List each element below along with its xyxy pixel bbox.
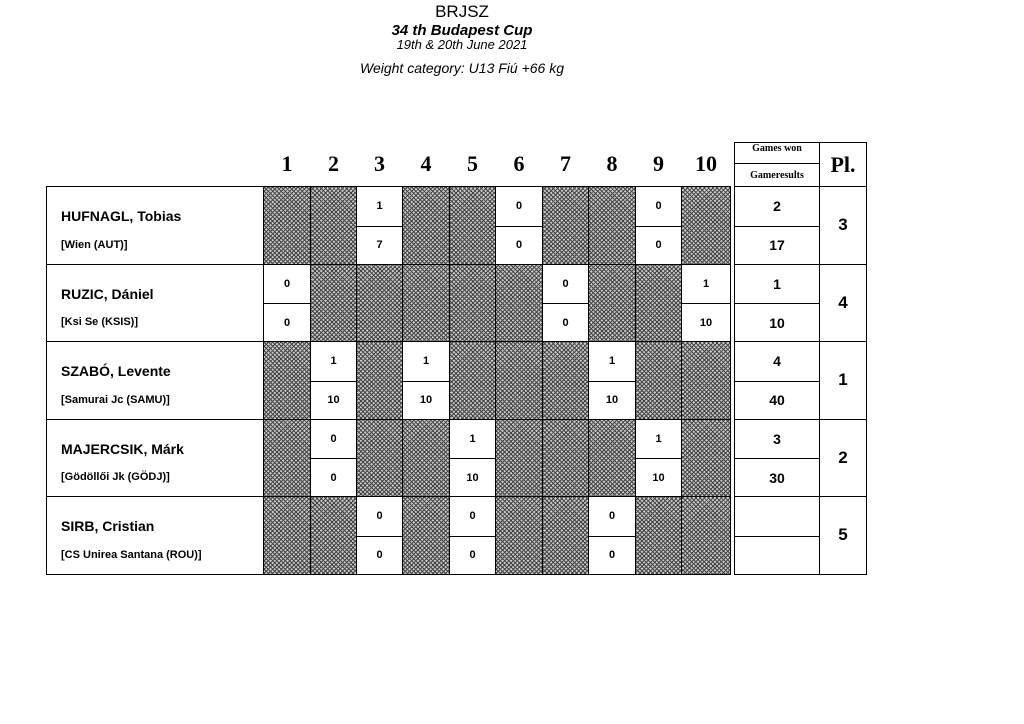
match-points-cell: 0 (311, 459, 357, 497)
competitor-club: [CS Unirea Santana (ROU)] (47, 536, 264, 574)
column-number-6: 6 (513, 151, 525, 177)
crossed-cell (636, 264, 682, 342)
games-won-header: Games won (735, 143, 820, 164)
match-points-cell: 0 (543, 304, 589, 342)
place-value: 5 (820, 497, 867, 575)
competitor-club: [Wien (AUT)] (47, 226, 264, 264)
place-value: 3 (820, 187, 867, 265)
crossed-cell (589, 419, 636, 497)
games-won-value: 2 (735, 187, 820, 227)
match-points-cell: 0 (589, 536, 636, 574)
gameresults-value (735, 536, 820, 574)
competitor-row (47, 187, 867, 227)
match-score-cell: 1 (403, 342, 450, 382)
games-won-value (735, 497, 820, 537)
competitor-club: [Gödöllői Jk (GÖDJ)] (47, 459, 264, 497)
crossed-cell (543, 187, 589, 265)
crossed-cell (403, 419, 450, 497)
crossed-cell (543, 497, 589, 575)
crossed-cell (450, 264, 496, 342)
gameresults-value: 40 (735, 381, 820, 419)
competitor-name: SZABÓ, Levente (47, 342, 264, 382)
match-score-cell: 0 (311, 419, 357, 459)
match-score-cell: 0 (357, 497, 403, 537)
match-score-cell: 0 (450, 497, 496, 537)
crossed-cell (403, 187, 450, 265)
match-score-cell: 0 (496, 187, 543, 227)
crossed-cell (543, 342, 589, 420)
competitor-row (47, 342, 867, 382)
match-points-cell: 10 (311, 381, 357, 419)
crossed-cell (496, 497, 543, 575)
competitor-club: [Ksi Se (KSIS)] (47, 304, 264, 342)
column-number-4: 4 (420, 151, 432, 177)
match-points-cell: 0 (264, 304, 311, 342)
competitor-name: HUFNAGL, Tobias (47, 187, 264, 227)
match-score-cell: 1 (682, 264, 731, 304)
column-number-1: 1 (281, 151, 293, 177)
match-score-cell: 0 (264, 264, 311, 304)
competitor-name: SIRB, Cristian (47, 497, 264, 537)
crossed-cell (311, 497, 357, 575)
match-points-cell: 0 (357, 536, 403, 574)
crossed-cell (264, 342, 311, 420)
crossed-cell (264, 419, 311, 497)
organization-title: BRJSZ (435, 2, 489, 21)
match-score-cell: 0 (636, 187, 682, 227)
match-points-cell: 10 (450, 459, 496, 497)
match-points-cell: 0 (496, 226, 543, 264)
column-number-2: 2 (328, 151, 339, 177)
crossed-cell (496, 342, 543, 420)
column-number-7: 7 (560, 151, 571, 177)
crossed-cell (450, 342, 496, 420)
event-title: 34 th Budapest Cup (391, 22, 533, 39)
match-points-cell: 0 (450, 536, 496, 574)
crossed-cell (403, 264, 450, 342)
match-points-cell: 10 (636, 459, 682, 497)
gameresults-header: Gameresults (735, 164, 820, 187)
competitor-row-bottom (47, 536, 867, 574)
match-score-cell: 1 (589, 342, 636, 382)
match-points-cell: 0 (636, 226, 682, 264)
games-won-value: 3 (735, 419, 820, 459)
match-score-cell: 1 (636, 419, 682, 459)
crossed-cell (496, 419, 543, 497)
place-header: Pl. (820, 143, 867, 187)
competitor-name: RUZIC, Dániel (47, 264, 264, 304)
competitor-row (47, 264, 867, 304)
crossed-cell (682, 187, 731, 265)
gameresults-value: 10 (735, 304, 820, 342)
column-number-8: 8 (606, 151, 618, 177)
results-table (46, 142, 867, 575)
games-won-value: 1 (735, 264, 820, 304)
crossed-cell (636, 342, 682, 420)
match-points-cell: 10 (403, 381, 450, 419)
match-points-cell: 10 (589, 381, 636, 419)
match-points-cell: 10 (682, 304, 731, 342)
place-value: 1 (820, 342, 867, 420)
match-score-cell: 0 (543, 264, 589, 304)
weight-category: Weight category: U13 Fiú +66 kg (359, 60, 565, 76)
crossed-cell (450, 187, 496, 265)
column-header-row (47, 143, 867, 164)
crossed-cell (589, 187, 636, 265)
header-spacer (47, 143, 264, 187)
column-number-9: 9 (653, 151, 664, 177)
crossed-cell (264, 497, 311, 575)
match-score-cell: 1 (311, 342, 357, 382)
event-dates: 19th & 20th June 2021 (396, 37, 528, 52)
match-points-cell: 7 (357, 226, 403, 264)
crossed-cell (543, 419, 589, 497)
gameresults-value: 17 (735, 226, 820, 264)
crossed-cell (403, 497, 450, 575)
competitor-club: [Samurai Jc (SAMU)] (47, 381, 264, 419)
gameresults-value: 30 (735, 459, 820, 497)
match-score-cell: 1 (450, 419, 496, 459)
crossed-cell (682, 497, 731, 575)
crossed-cell (357, 264, 403, 342)
crossed-cell (357, 342, 403, 420)
competitor-name: MAJERCSIK, Márk (47, 419, 264, 459)
column-number-5: 5 (467, 151, 478, 177)
competitor-row (47, 419, 867, 459)
competitor-row-bottom (47, 459, 867, 497)
crossed-cell (357, 419, 403, 497)
match-score-cell: 1 (357, 187, 403, 227)
crossed-cell (636, 497, 682, 575)
competitor-row (47, 497, 867, 537)
crossed-cell (311, 187, 357, 265)
match-score-cell: 0 (589, 497, 636, 537)
column-number-10: 10 (695, 151, 717, 177)
crossed-cell (496, 264, 543, 342)
crossed-cell (589, 264, 636, 342)
column-number-3: 3 (374, 151, 385, 177)
crossed-cell (264, 187, 311, 265)
place-value: 2 (820, 419, 867, 497)
crossed-cell (682, 342, 731, 420)
crossed-cell (311, 264, 357, 342)
games-won-value: 4 (735, 342, 820, 382)
crossed-cell (682, 419, 731, 497)
place-value: 4 (820, 264, 867, 342)
